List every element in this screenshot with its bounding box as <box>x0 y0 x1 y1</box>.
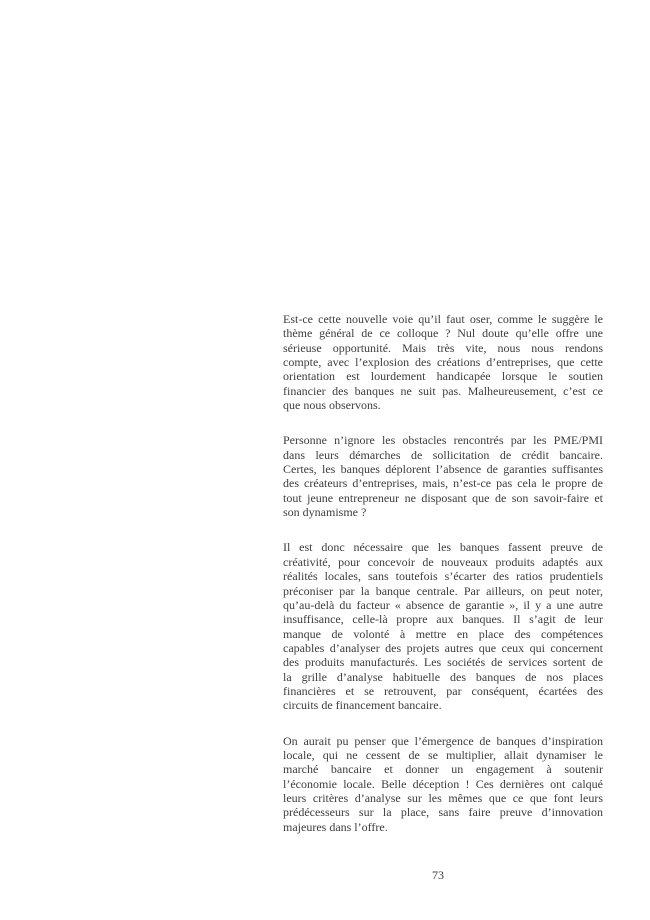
text-line: son dynamisme ? <box>283 505 367 520</box>
text-line: prédécesseurs sur la place, sans faire preuve d’innovation <box>283 805 603 820</box>
paragraph-3 <box>283 540 603 712</box>
text-line: dans leurs démarches de sollicitation de crédit bancaire. <box>283 447 603 462</box>
text-line: des créateurs d’entreprises, mais, n’est-ce pas cela le propre de <box>283 476 603 491</box>
text-line: Personne n’ignore les obstacles rencontrés par les PME/PMI <box>283 433 603 448</box>
text-line: que nous observons. <box>283 398 381 413</box>
text-line: réalités locales, sans toutefois s’écarter des ratios prudentiels <box>283 569 603 584</box>
text-line: thème général de ce colloque ? Nul doute qu’elle offre une <box>283 326 603 341</box>
text-line: insuffisance, celle-là propre aux banques. Il s’agit de leur <box>283 612 603 627</box>
text-line: circuits de financement bancaire. <box>283 698 442 713</box>
text-line: préconiser par la banque centrale. Par ailleurs, on peut noter, <box>283 583 603 598</box>
text-block <box>283 312 603 834</box>
text-line: l’économie locale. Belle déception ! Ces dernières ont calqué <box>283 776 603 791</box>
text-line: On aurait pu penser que l’émergence de banques d’inspiration <box>283 733 603 748</box>
text-line: sérieuse opportunité. Mais très vite, nous nous rendons <box>283 340 603 355</box>
text-line: Est-ce cette nouvelle voie qu’il faut oser, comme le suggère le <box>283 312 603 326</box>
paragraph-1 <box>283 312 603 412</box>
text-line: qu’au-delà du facteur « absence de garantie », il y a une autre <box>283 597 603 612</box>
paragraph-2 <box>283 433 603 519</box>
text-line: créativité, pour concevoir de nouveaux produits adaptés aux <box>283 554 603 569</box>
text-line: la grille d’analyse habituelle des banques de nos places <box>283 669 603 684</box>
text-line: majeures dans l’offre. <box>283 819 388 834</box>
text-line: tout jeune entrepreneur ne disposant que de son savoir-faire et <box>283 490 603 505</box>
text-line: compte, avec l’explosion des créations d’entreprises, que cette <box>283 355 603 370</box>
text-line: capables d’analyser des projets autres que ceux qui concernent <box>283 640 603 655</box>
text-line: leurs critères d’analyse sur les mêmes que ce que font leurs <box>283 790 603 805</box>
text-line: financier des banques ne suit pas. Malheureusement, c’est ce <box>283 383 603 398</box>
page-number: 73 <box>432 868 444 882</box>
text-line: locale, qui ne cessent de se multiplier, allait dynamiser le <box>283 747 603 762</box>
paragraph-4 <box>283 734 603 834</box>
text-line: Certes, les banques déplorent l’absence de garanties suffisantes <box>283 462 603 477</box>
text-line: marché bancaire et donner un engagement à soutenir <box>283 762 603 777</box>
text-line: financières et se retrouvent, par conséquent, écartées des <box>283 683 603 698</box>
text-line: Il est donc nécessaire que les banques fassent preuve de <box>283 540 603 555</box>
text-line: des produits manufacturés. Les sociétés de services sortent de <box>283 655 603 670</box>
text-line: manque de volonté à mettre en place des compétences <box>283 626 603 641</box>
text-line: orientation est lourdement handicapée lorsque le soutien <box>283 369 603 384</box>
